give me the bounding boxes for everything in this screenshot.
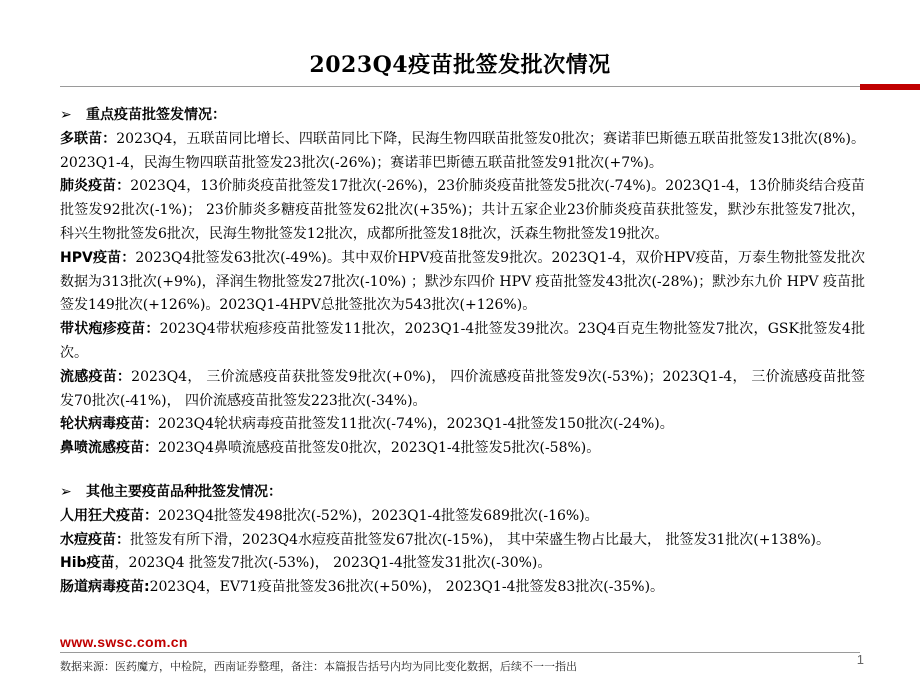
section1-heading	[60, 104, 865, 128]
paragraph-hib: Hib疫苗，2023Q4 批签发7批次(-53%)， 2023Q1-4批签发31批次(-30%)。	[60, 555, 552, 572]
paragraph-rabies: 人用狂犬疫苗：2023Q4批签发498批次(-52%)，2023Q1-4批签发689批次(-16%)。	[60, 507, 599, 524]
footer-logo: www.swsc.com.cn	[60, 634, 188, 650]
paragraph-enterovirus: 肠道病毒疫苗:2023Q4，EV71疫苗批签发36批次(+50%)， 2023Q1-4批签发83批次(-35%)。	[60, 579, 665, 596]
paragraph-pneumonia: 肺炎疫苗：2023Q4，13价肺炎疫苗批签发17批次(-26%)，23价肺炎疫苗批签发5批次(-74%)。2023Q1-4，13价肺炎结合疫苗批签发92批次(-1%)； 23价肺炎多糖疫苗批签发62批次(+35%)；共计五家企业23价肺炎疫苗获批签发，默沙东批签发7批次，科兴生物批签发6批次，民海生物批签发12批次，成都所批签发18批次，沃森生物批签发19批次。	[60, 178, 865, 242]
page-number: 1	[856, 652, 864, 667]
data-source-note: 数据来源：医药魔方，中检院，西南证券整理，备注：本篇报告括号内均为同比变化数据，后续不一一指出	[60, 660, 577, 673]
header-divider	[60, 86, 860, 87]
footer-divider	[60, 652, 860, 653]
arrow-icon: ➢	[60, 483, 72, 500]
paragraph-multivalent: 多联苗：2023Q4，五联苗同比增长、四联苗同比下降，民海生物四联苗批签发0批次；赛诺菲巴斯德五联苗批签发13批次(8%)。2023Q1-4，民海生物四联苗批签发23批次(-26%)；赛诺菲巴斯德五联苗批签发91批次(+7%)。	[60, 130, 866, 171]
paragraph-hpv: HPV疫苗：2023Q4批签发63批次(-49%)。其中双价HPV疫苗批签发9批次。2023Q1-4，双价HPV疫苗，万泰生物批签发批次数据为313批次(+9%)，泽润生物批签发27批次(-10%) ；默沙东四价 HPV 疫苗批签发43批次(-28%)；默沙东九价 HPV 疫苗批签发149批次(+126%)。2023Q1-4HPV总批签批次为543批次(+126%)。	[60, 249, 866, 314]
paragraph-zoster: 带状疱疹疫苗：2023Q4带状疱疹疫苗批签发11批次，2023Q1-4批签发39批次。23Q4百克生物批签发7批次，GSK批签发4批次。	[60, 321, 865, 361]
section1-heading-text: 重点疫苗批签发情况：	[86, 107, 226, 123]
paragraph-varicella: 水痘疫苗：批签发有所下滑，2023Q4水痘疫苗批签发67批次(-15%)， 其中荣盛生物占比最大， 批签发31批次(+138%)。	[60, 531, 830, 548]
page-title: 2023Q4疫苗批签发批次情况	[309, 52, 611, 78]
paragraph-flu: 流感疫苗：2023Q4， 三价流感疫苗获批签发9批次(+0%)， 四价流感疫苗批签发9次(-53%)；2023Q1-4， 三价流感疫苗批签发70批次(-41%)， 四价流感疫苗批签发223批次(-34%)。	[60, 368, 865, 409]
section-gap	[60, 461, 865, 481]
header-accent-bar	[860, 84, 920, 90]
paragraph-rotavirus: 轮状病毒疫苗：2023Q4轮状病毒疫苗批签发11批次(-74%)，2023Q1-4批签发150批次(-24%)。	[60, 416, 674, 433]
arrow-icon: ➢	[60, 107, 72, 123]
paragraph-nasal-flu: 鼻喷流感疫苗：2023Q4鼻喷流感疫苗批签发0批次，2023Q1-4批签发5批次(-58%)。	[60, 440, 601, 457]
section2-heading-text: 其他主要疫苗品种批签发情况：	[86, 483, 282, 500]
section2-heading	[60, 481, 865, 505]
main-content	[60, 104, 865, 600]
